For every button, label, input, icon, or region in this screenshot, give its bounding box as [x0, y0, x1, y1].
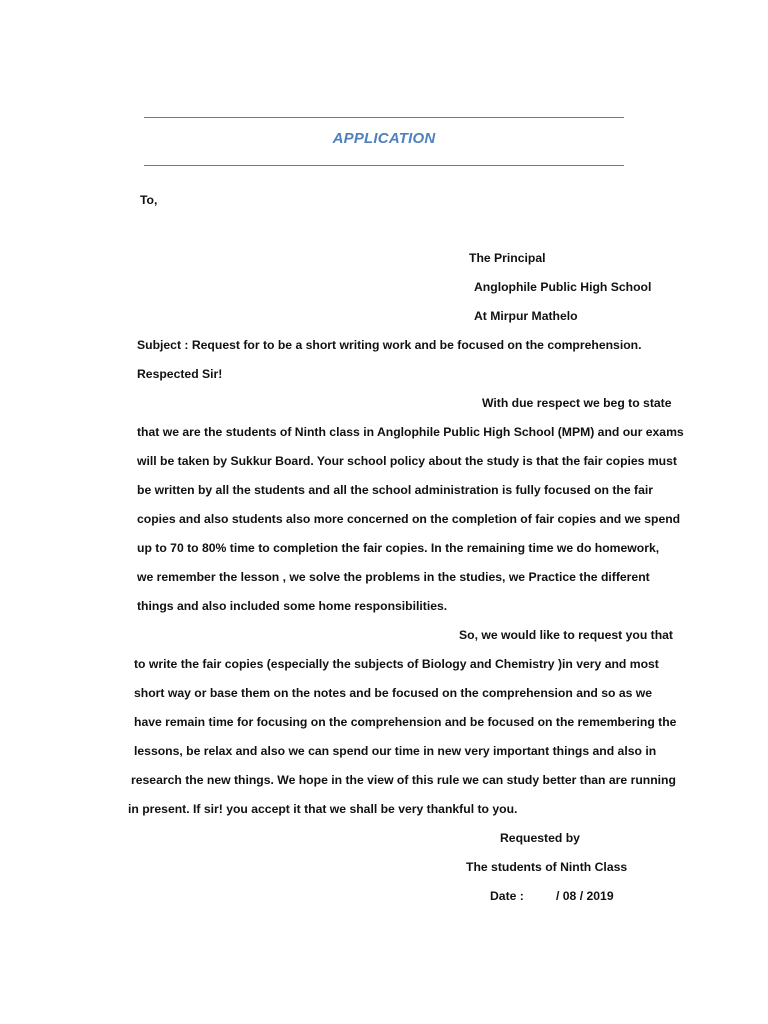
- paragraph-line: will be taken by Sukkur Board. Your school policy about the study is that the fair copies must: [137, 454, 677, 468]
- salutation-to: To,: [140, 193, 158, 207]
- paragraph-line: we remember the lesson , we solve the problems in the studies, we Practice the different: [137, 570, 650, 584]
- paragraph-line: short way or base them on the notes and be focused on the comprehension and so as we: [134, 686, 653, 700]
- recipient-line: The Principal: [469, 251, 546, 265]
- paragraph-line: lessons, be relax and also we can spend our time in new very important things and also in: [134, 744, 657, 758]
- recipient-line: At Mirpur Mathelo: [474, 309, 578, 323]
- paragraph-line: in present. If sir! you accept it that we shall be very thankful to you.: [128, 802, 518, 816]
- requested-by: Requested by: [500, 831, 580, 845]
- paragraph-line: that we are the students of Ninth class in Anglophile Public High School (MPM) and our exams: [137, 425, 684, 439]
- document-heading: APPLICATION: [332, 130, 436, 147]
- recipient-line: Anglophile Public High School: [474, 280, 652, 294]
- date-label: Date :: [490, 889, 524, 903]
- paragraph-line: research the new things. We hope in the view of this rule we can study better than are running: [131, 773, 676, 787]
- paragraph-line: So, we would like to request you that: [459, 628, 673, 642]
- subject-line: Subject : Request for to be a short writing work and be focused on the comprehension.: [137, 338, 642, 352]
- paragraph-line: copies and also students also more concerned on the completion of fair copies and we spend: [137, 512, 681, 526]
- paragraph-line: have remain time for focusing on the comprehension and be focused on the remembering the: [134, 715, 677, 729]
- signatory: The students of Ninth Class: [466, 860, 628, 874]
- paragraph-line: With due respect we beg to state: [482, 396, 672, 410]
- paragraph-line: to write the fair copies (especially the subjects of Biology and Chemistry )in very and most: [134, 657, 659, 671]
- heading-bottom-rule: [144, 165, 624, 166]
- date-value: / 08 / 2019: [556, 889, 614, 903]
- paragraph-line: be written by all the students and all the school administration is fully focused on the fair: [137, 483, 654, 497]
- heading-top-rule: [144, 117, 624, 118]
- paragraph-line: things and also included some home responsibilities.: [137, 599, 448, 613]
- paragraph-line: up to 70 to 80% time to completion the fair copies. In the remaining time we do homework,: [137, 541, 660, 555]
- greeting: Respected Sir!: [137, 367, 223, 381]
